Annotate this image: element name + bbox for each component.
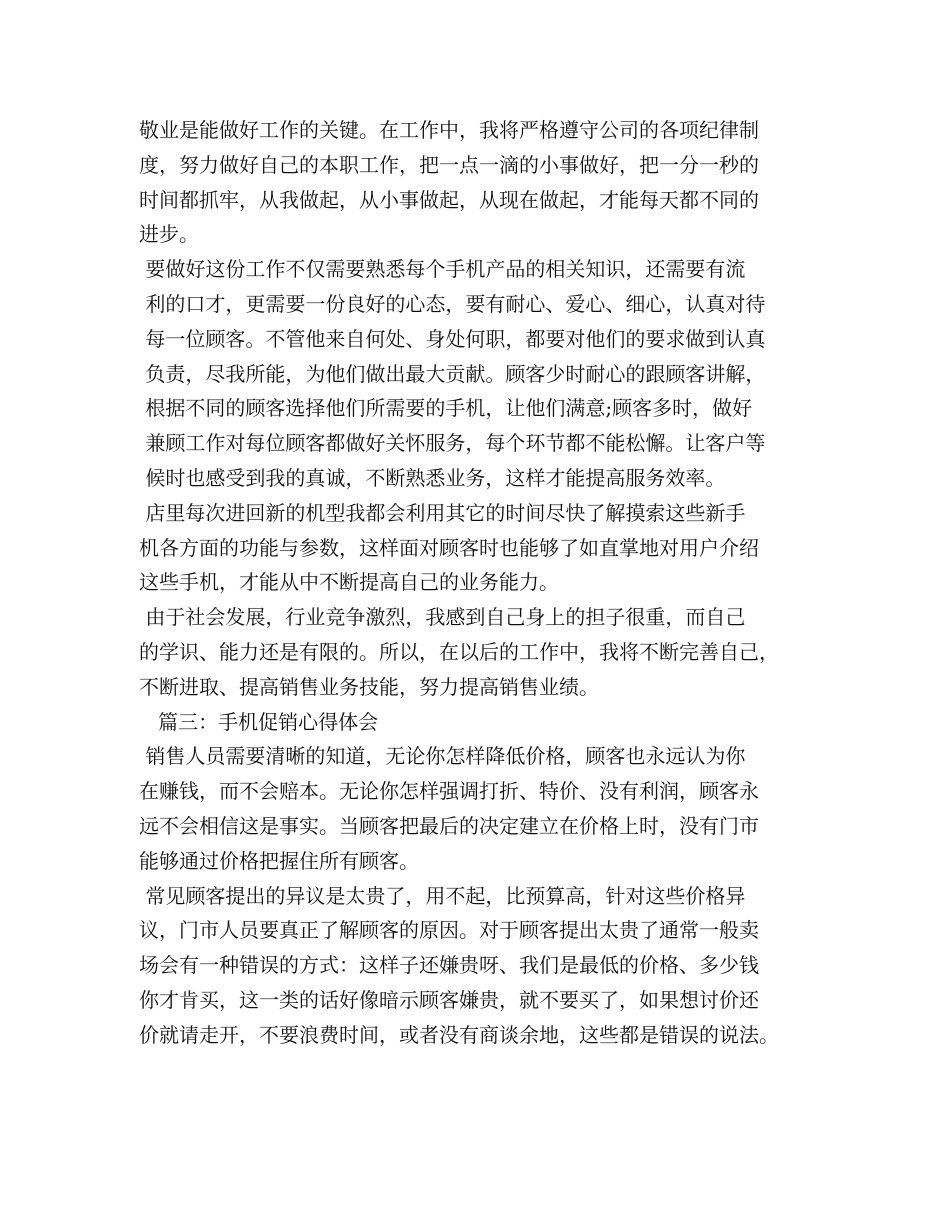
section-heading: 篇三：手机促销心得体会 bbox=[139, 709, 379, 734]
text-line-27: 价就请走开，不要浪费时间，或者没有商谈余地，这些都是错误的说法。 bbox=[139, 1022, 779, 1047]
text-line-14: 这些手机，才能从中不断提高自己的业务能力。 bbox=[139, 570, 559, 595]
text-line-23: 常见顾客提出的异议是太贵了，用不起，比预算高，针对这些价格异 bbox=[139, 883, 746, 908]
text-line-15: 由于社会发展，行业竞争激烈，我感到自己身上的担子很重，而自己 bbox=[139, 605, 746, 630]
text-line-10: 兼顾工作对每位顾客都做好关怀服务，每个环节都不能松懈。让客户等 bbox=[139, 431, 766, 456]
text-line-4: 进步。 bbox=[139, 222, 199, 247]
text-line-17: 不断进取、提高销售业务技能，努力提高销售业绩。 bbox=[139, 674, 599, 699]
text-line-21: 远不会相信这是事实。当顾客把最后的决定建立在价格上时，没有门市 bbox=[139, 813, 759, 838]
text-line-9: 根据不同的顾客选择他们所需要的手机，让他们满意;顾客多时，做好 bbox=[139, 396, 753, 421]
text-line-3: 时间都抓牢，从我做起，从小事做起，从现在做起，才能每天都不同的 bbox=[139, 187, 759, 212]
text-line-11: 候时也感受到我的真诚，不断熟悉业务，这样才能提高服务效率。 bbox=[139, 465, 726, 490]
text-line-20: 在赚钱，而不会赔本。无论你怎样强调打折、特价、没有利润，顾客永 bbox=[139, 779, 759, 804]
text-line-5: 要做好这份工作不仅需要熟悉每个手机产品的相关知识，还需要有流 bbox=[139, 257, 746, 282]
text-line-1: 敬业是能做好工作的关键。在工作中，我将严格遵守公司的各项纪律制 bbox=[139, 118, 759, 142]
text-line-19: 销售人员需要清晰的知道，无论你怎样降低价格，顾客也永远认为你 bbox=[139, 744, 746, 769]
text-line-2: 度，努力做好自己的本职工作，把一点一滴的小事做好，把一分一秒的 bbox=[139, 152, 759, 177]
text-line-6: 利的口才，更需要一份良好的心态，要有耐心、爱心、细心，认真对待 bbox=[139, 291, 766, 316]
text-line-13: 机各方面的功能与参数，这样面对顾客时也能够了如直掌地对用户介绍 bbox=[139, 535, 759, 560]
text-line-22: 能够通过价格把握住所有顾客。 bbox=[139, 848, 419, 873]
text-line-25: 场会有一种错误的方式：这样子还嫌贵呀、我们是最低的价格、多少钱 bbox=[139, 953, 759, 978]
text-line-12: 店里每次进回新的机型我都会利用其它的时间尽快了解摸索这些新手 bbox=[139, 500, 746, 525]
document-body bbox=[139, 113, 839, 1053]
text-line-8: 负责，尽我所能，为他们做出最大贡献。顾客少时耐心的跟顾客讲解， bbox=[139, 361, 766, 386]
text-line-7: 每一位顾客。不管他来自何处、身处何职，都要对他们的要求做到认真 bbox=[139, 326, 766, 351]
text-line-16: 的学识、能力还是有限的。所以，在以后的工作中，我将不断完善自己， bbox=[139, 639, 779, 664]
text-line-24: 议，门市人员要真正了解顾客的原因。对于顾客提出太贵了通常一般卖 bbox=[139, 918, 759, 943]
text-line-26: 你才肯买，这一类的话好像暗示顾客嫌贵，就不要买了，如果想讨价还 bbox=[139, 987, 759, 1012]
